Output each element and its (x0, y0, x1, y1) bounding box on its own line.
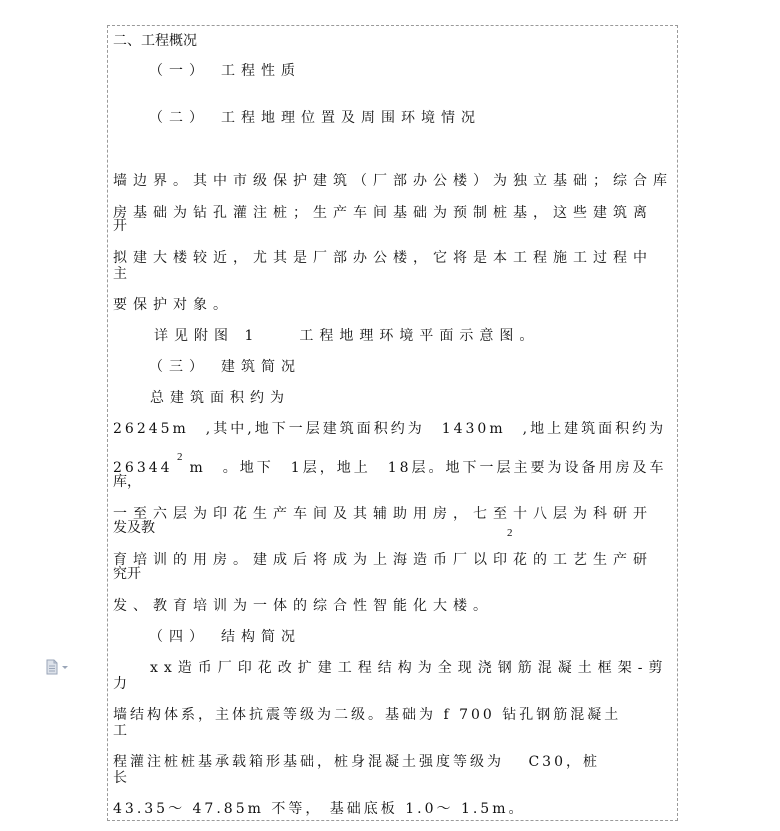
caret-down-icon (62, 666, 68, 669)
paragraph-line-wrap: 发及教 (113, 520, 155, 536)
paragraph-line: 房基础为钻孔灌注桩；生产车间基础为预制桩基，这些建筑离 (113, 205, 653, 221)
paragraph-line: 一至六层为印花生产车间及其辅助用房，七至十八层为科研开 (113, 506, 653, 522)
paragraph-line-wrap: 工 (113, 723, 127, 739)
paragraph-line-wrap: 主 (113, 266, 127, 282)
section-heading: 二、工程概况 (113, 33, 197, 49)
paragraph-line: 26245m ,其中,地下一层建筑面积约为 1430m ,地上建筑面积约为 (113, 421, 667, 437)
paragraph-line-wrap: 开 (113, 218, 127, 234)
paragraph-line: 43.35～ 47.85m 不等， 基础底板 1.0～ 1.5m。 (113, 801, 526, 817)
paragraph-line: 育培训的用房。建成后将成为上海造币厂以印花的工艺生产研 (113, 552, 653, 568)
paragraph-line: xx造币厂印花改扩建工程结构为全现浇钢筋混凝土框架-剪 (150, 660, 669, 676)
subsection-title-1: 工程性质 (221, 63, 301, 79)
paragraph-line: 程灌注桩桩基承载箱形基础，桩身混凝土强度等级为 C30，桩 (113, 754, 600, 770)
document-icon[interactable] (46, 659, 72, 675)
paragraph-line: 墙边界。其中市级保护建筑（厂部办公楼）为独立基础；综合库 (113, 173, 673, 189)
paragraph-line: 总建筑面积约为 (150, 390, 290, 406)
paragraph-line: 发、教育培训为一体的综合性智能化大楼。 (113, 598, 493, 614)
paragraph-line-wrap: 库， (113, 474, 141, 490)
paragraph-line-wrap: 力 (113, 676, 127, 692)
figure-reference: 详见附图 1 工程地理环境平面示意图。 (154, 328, 540, 344)
subsection-number-2: （二） (149, 110, 209, 126)
paragraph-line: 墙结构体系，主体抗震等级为二级。基础为 f 700 钻孔钢筋混凝土 (113, 707, 622, 723)
subsection-number-1: （一） (149, 63, 209, 79)
subsection-number-4: （四） (149, 629, 209, 645)
paragraph-line-wrap: 究开 (113, 566, 141, 582)
subsection-title-3: 建筑简况 (221, 359, 301, 375)
paragraph-line: 26344 m 。地下 1层，地上 18层。地下一层主要为设备用房及车 (113, 460, 667, 476)
superscript: 2 (177, 451, 183, 463)
paragraph-line-wrap: 长 (113, 770, 127, 786)
subsection-title-4: 结构简况 (221, 629, 301, 645)
subsection-number-3: （三） (149, 359, 209, 375)
subsection-title-2: 工程地理位置及周围环境情况 (221, 110, 481, 126)
superscript: 2 (507, 527, 513, 539)
paragraph-line: 要保护对象。 (113, 297, 233, 313)
paragraph-line: 拟建大楼较近，尤其是厂部办公楼，它将是本工程施工过程中 (113, 250, 653, 266)
